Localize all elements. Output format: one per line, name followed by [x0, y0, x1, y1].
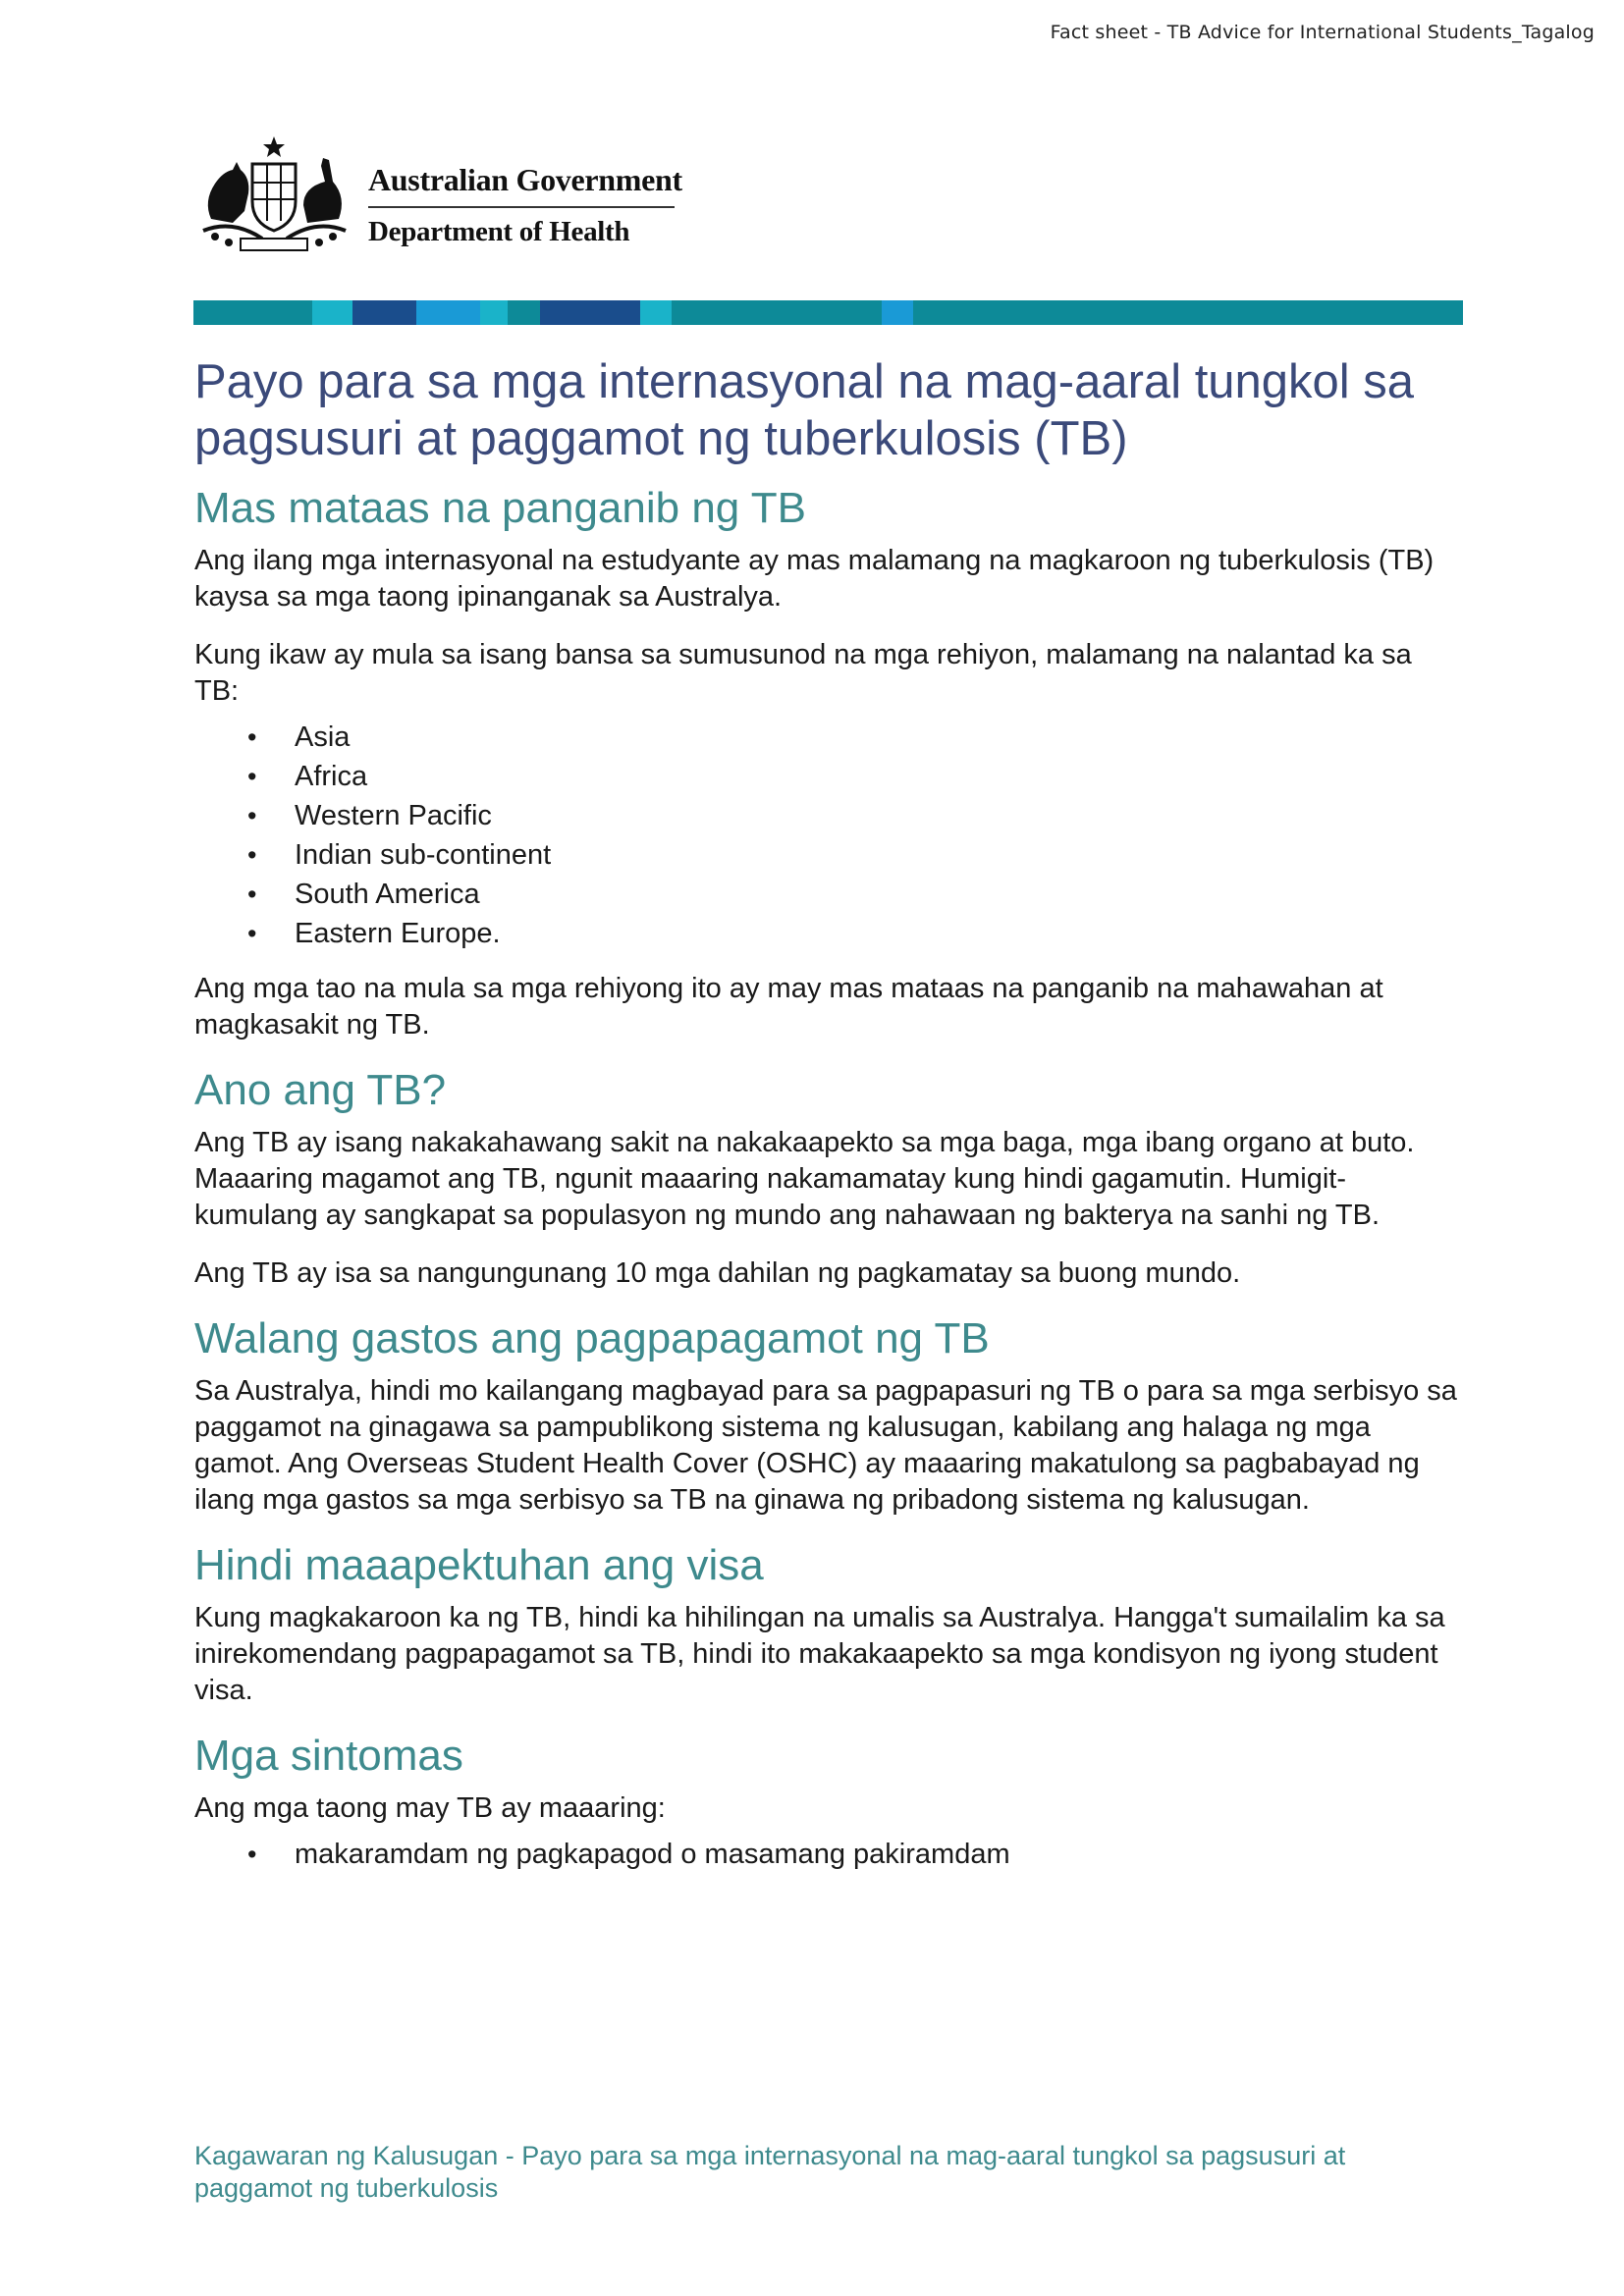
list-item: • Eastern Europe.	[194, 914, 1461, 953]
main-content	[194, 353, 1461, 1874]
page-title: Payo para sa mga internasyonal na mag-aaral tungkol sa pagsusuri at paggamot ng tuberkulosis (TB)	[194, 355, 1415, 465]
risk-paragraph-3: Ang mga tao na mula sa mga rehiyong ito ay may mas mataas na panganib na mahawahan at magkasakit ng TB.	[194, 973, 1383, 1041]
header-color-stripe	[193, 300, 1463, 325]
list-item: • Western Pacific	[194, 796, 1461, 835]
stripe-segment	[768, 300, 882, 325]
what-paragraph-1: Ang TB ay isang nakakahawang sakit na nakakaapekto sa mga baga, mga ibang organo at buto. Maaaring magamot ang TB, ngunit maaaring nakamamatay kung hindi gagamutin. Humigit-kumulang ay sangkapat sa populasyon ng mundo ang nahawaan ng bakterya na sanhi ng TB.	[194, 1127, 1415, 1231]
stripe-segment	[1013, 300, 1241, 325]
stripe-segment	[416, 300, 480, 325]
stripe-segment	[1241, 300, 1463, 325]
stripe-segment	[312, 300, 353, 325]
stripe-segment	[672, 300, 767, 325]
stripe-segment	[193, 300, 271, 325]
symptoms-paragraph-1: Ang mga taong may TB ay maaaring:	[194, 1792, 666, 1824]
risk-paragraph-2: Kung ikaw ay mula sa isang bansa sa sumusunod na mga rehiyon, malamang na nalantad ka sa TB:	[194, 639, 1412, 707]
stripe-segment	[640, 300, 672, 325]
list-item: • makaramdam ng pagkapagod o masamang pakiramdam	[194, 1835, 1461, 1874]
region-list	[194, 718, 1461, 953]
what-paragraph-2: Ang TB ay isa sa nangungunang 10 mga dahilan ng pagkamatay sa buong mundo.	[194, 1257, 1241, 1289]
section-heading-visa: Hindi maaapektuhan ang visa	[194, 1541, 764, 1589]
document-header-label: Fact sheet - TB Advice for International Students_Tagalog	[1050, 22, 1595, 43]
government-logo	[193, 133, 684, 255]
stripe-segment	[352, 300, 416, 325]
section-heading-what: Ano ang TB?	[194, 1066, 447, 1114]
section-heading-symptoms: Mga sintomas	[194, 1732, 463, 1780]
logo-line-department: Department of Health	[368, 216, 630, 247]
stripe-segment	[540, 300, 604, 325]
stripe-segment	[604, 300, 640, 325]
visa-paragraph-1: Kung magkakaroon ka ng TB, hindi ka hihilingan na umalis sa Australya. Hangga't sumailalim ka sa inirekomendang pagpapagamot sa TB, hindi ito makakaapekto sa mga kondisyon ng iyong student visa.	[194, 1602, 1445, 1706]
stripe-segment	[271, 300, 312, 325]
coat-of-arms-icon	[193, 133, 355, 255]
page-footer: Kagawaran ng Kalusugan - Payo para sa mga internasyonal na mag-aaral tungkol sa pagsusuri at paggamot ng tuberkulosis	[194, 2141, 1346, 2203]
stripe-segment	[480, 300, 508, 325]
stripe-segment	[913, 300, 1013, 325]
section-heading-risk: Mas mataas na panganib ng TB	[194, 484, 806, 532]
list-item: • Indian sub-continent	[194, 835, 1461, 875]
stripe-segment	[508, 300, 539, 325]
list-item: • Asia	[194, 718, 1461, 757]
risk-paragraph-1: Ang ilang mga internasyonal na estudyante ay mas malamang na magkaroon ng tuberkulosis (TB) kaysa sa mga taong ipinanganak sa Australya.	[194, 545, 1435, 613]
cost-paragraph-1: Sa Australya, hindi mo kailangang magbayad para sa pagpapasuri ng TB o para sa mga serbisyo sa paggamot na ginagawa sa pampublikong sistema ng kalusugan, kabilang ang halaga ng mga gamot. Ang Overseas Student Health Cover (OSHC) ay maaaring makatulong sa pagbabayad ng ilang mga gastos sa mga serbisyo sa TB na ginawa ng pribadong sistema ng kalusugan.	[194, 1375, 1457, 1516]
list-item: • South America	[194, 875, 1461, 914]
logo-line-government: Australian Government	[368, 162, 682, 197]
logo-divider	[368, 206, 675, 208]
section-heading-cost: Walang gastos ang pagpapagamot ng TB	[194, 1314, 990, 1362]
stripe-segment	[882, 300, 913, 325]
list-item: • Africa	[194, 757, 1461, 796]
symptom-list	[194, 1835, 1461, 1874]
